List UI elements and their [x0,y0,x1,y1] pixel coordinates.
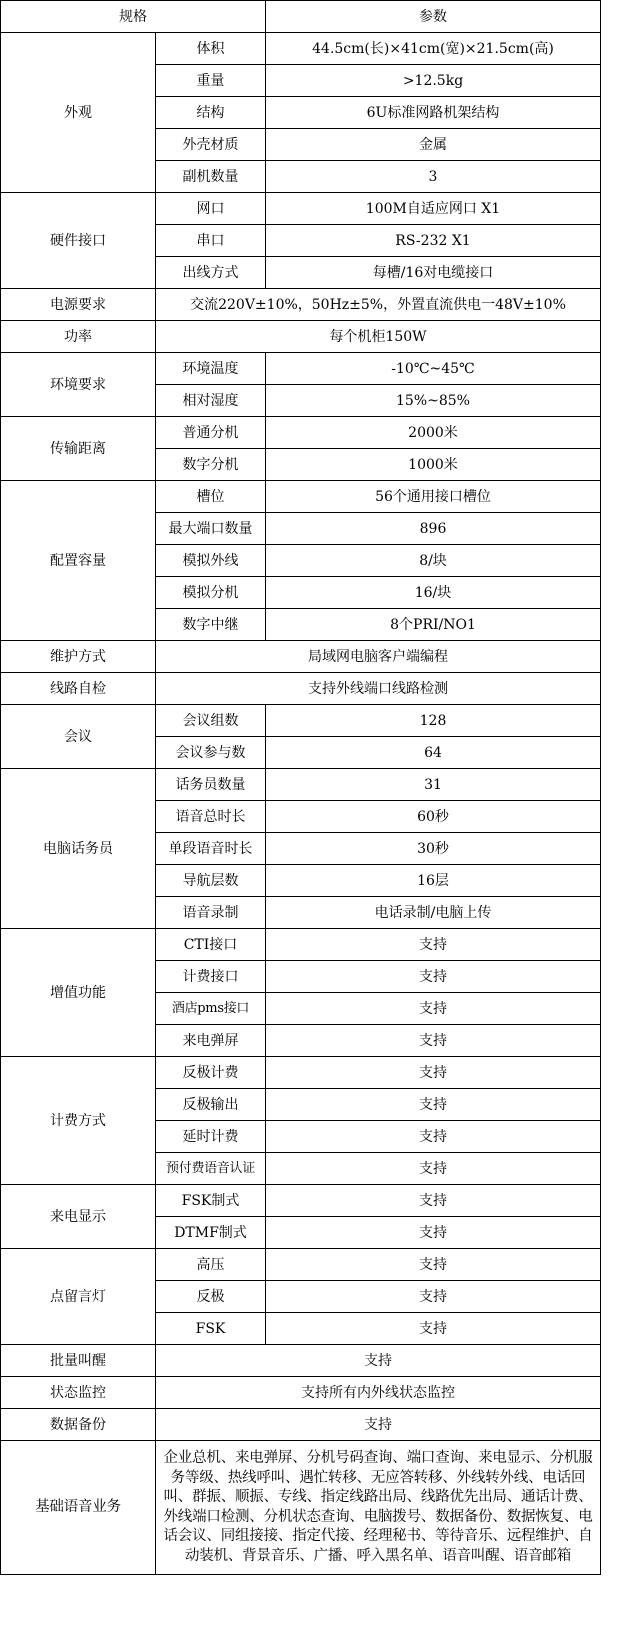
spec-value: RS-232 X1 [266,225,601,257]
table-row [1,705,601,737]
spec-value: 31 [266,769,601,801]
table-row [1,321,601,353]
spec-label: 会议参与数 [156,737,266,769]
spec-label: 最大端口数量 [156,513,266,545]
group-label: 基础语音业务 [1,1441,156,1575]
spec-value: 16/块 [266,577,601,609]
spec-value: 16层 [266,865,601,897]
spec-label: 普通分机 [156,417,266,449]
spec-value: 60秒 [266,801,601,833]
spec-label: 来电弹屏 [156,1025,266,1057]
spec-label: 结构 [156,97,266,129]
table-row [1,289,601,321]
spec-label: 体积 [156,33,266,65]
spec-value: 30秒 [266,833,601,865]
table-row [1,417,601,449]
spec-value: 支持 [266,1313,601,1345]
header-row [1,1,601,33]
spec-label: 语音录制 [156,897,266,929]
spec-value: 局域网电脑客户端编程 [156,641,601,673]
spec-label: 反极 [156,1281,266,1313]
spec-label: 酒店pms接口 [156,993,266,1025]
spec-label: 数字中继 [156,609,266,641]
spec-value: 支持 [266,929,601,961]
group-label: 计费方式 [1,1057,156,1185]
spec-value: 支持 [266,1217,601,1249]
group-label: 传输距离 [1,417,156,481]
spec-value: 3 [266,161,601,193]
spec-label: 计费接口 [156,961,266,993]
table-row [1,1441,601,1575]
table-row [1,673,601,705]
spec-label: 高压 [156,1249,266,1281]
group-label: 电源要求 [1,289,156,321]
group-label: 状态监控 [1,1377,156,1409]
table-row [1,1185,601,1217]
spec-label: 外壳材质 [156,129,266,161]
group-label: 点留言灯 [1,1249,156,1345]
spec-value: 15%~85% [266,385,601,417]
table-row [1,481,601,513]
spec-label: 出线方式 [156,257,266,289]
spec-label: 模拟外线 [156,545,266,577]
spec-value: 企业总机、来电弹屏、分机号码查询、端口查询、来电显示、分机服务等级、热线呼叫、遇忙转移、无应答转移、外线转外线、电话回叫、群振、顺振、专线、指定线路出局、线路优先出局、通话计费、外线端口检测、分机状态查询、电脑拨号、数据备份、数据恢复、电话会议、同组接接、指定代接、经理秘书、等待音乐、远程维护、自动装机、背景音乐、广播、呼入黑名单、语音叫醒、语音邮箱 [156,1441,601,1575]
spec-value: 100M自适应网口 X1 [266,193,601,225]
spec-value: 支持 [266,1057,601,1089]
spec-value: 64 [266,737,601,769]
group-label: 配置容量 [1,481,156,641]
group-label: 维护方式 [1,641,156,673]
spec-label: 单段语音时长 [156,833,266,865]
spec-label: 话务员数量 [156,769,266,801]
group-label: 线路自检 [1,673,156,705]
spec-value: -10℃~45℃ [266,353,601,385]
spec-label: 重量 [156,65,266,97]
table-row [1,1057,601,1089]
spec-value: 支持 [266,993,601,1025]
spec-value: 交流220V±10%，50Hz±5%，外置直流供电一48V±10% [156,289,601,321]
header-param: 参数 [266,1,601,33]
spec-value: 56个通用接口槽位 [266,481,601,513]
group-label: 电脑话务员 [1,769,156,929]
group-label: 硬件接口 [1,193,156,289]
spec-value: 支持 [266,961,601,993]
spec-value: 电话录制/电脑上传 [266,897,601,929]
header-spec: 规格 [1,1,266,33]
spec-table-body [1,1,601,1575]
spec-value: 金属 [266,129,601,161]
spec-label: 反极计费 [156,1057,266,1089]
group-label: 增值功能 [1,929,156,1057]
table-row [1,33,601,65]
table-row [1,1249,601,1281]
spec-label: 反极输出 [156,1089,266,1121]
spec-label: 相对湿度 [156,385,266,417]
spec-value: 支持 [266,1153,601,1185]
spec-value: 128 [266,705,601,737]
group-label: 功率 [1,321,156,353]
table-row [1,1377,601,1409]
group-label: 外观 [1,33,156,193]
table-row [1,641,601,673]
spec-label: 语音总时长 [156,801,266,833]
spec-value: 每个机柜150W [156,321,601,353]
spec-label: FSK [156,1313,266,1345]
spec-value: 2000米 [266,417,601,449]
spec-label: 数字分机 [156,449,266,481]
spec-label: 会议组数 [156,705,266,737]
table-row [1,1345,601,1377]
table-row [1,769,601,801]
spec-label: CTI接口 [156,929,266,961]
spec-value: 8个PRI/NO1 [266,609,601,641]
spec-value: 44.5cm(长)×41cm(宽)×21.5cm(高) [266,33,601,65]
table-row [1,1409,601,1441]
spec-value: 支持 [156,1409,601,1441]
spec-value: 896 [266,513,601,545]
spec-label: 串口 [156,225,266,257]
spec-value: 支持 [266,1121,601,1153]
spec-value: 每槽/16对电缆接口 [266,257,601,289]
spec-label: 网口 [156,193,266,225]
spec-value: 支持 [156,1345,601,1377]
table-row [1,929,601,961]
spec-label: 槽位 [156,481,266,513]
spec-label: 延时计费 [156,1121,266,1153]
spec-value: 支持 [266,1249,601,1281]
spec-label: 预付费语音认证 [156,1153,266,1185]
group-label: 来电显示 [1,1185,156,1249]
spec-label: DTMF制式 [156,1217,266,1249]
spec-value: 支持 [266,1089,601,1121]
spec-label: 副机数量 [156,161,266,193]
spec-value: 6U标准网路机架结构 [266,97,601,129]
group-label: 环境要求 [1,353,156,417]
spec-value: 8/块 [266,545,601,577]
group-label: 会议 [1,705,156,769]
spec-label: 模拟分机 [156,577,266,609]
spec-value: 支持所有内外线状态监控 [156,1377,601,1409]
group-label: 批量叫醒 [1,1345,156,1377]
table-row [1,193,601,225]
spec-value: 支持 [266,1281,601,1313]
spec-value: 1000米 [266,449,601,481]
spec-value: 支持外线端口线路检测 [156,673,601,705]
table-row [1,353,601,385]
spec-label: 导航层数 [156,865,266,897]
group-label: 数据备份 [1,1409,156,1441]
spec-label: 环境温度 [156,353,266,385]
spec-value: 支持 [266,1025,601,1057]
spec-value: >12.5kg [266,65,601,97]
spec-value: 支持 [266,1185,601,1217]
spec-label: FSK制式 [156,1185,266,1217]
